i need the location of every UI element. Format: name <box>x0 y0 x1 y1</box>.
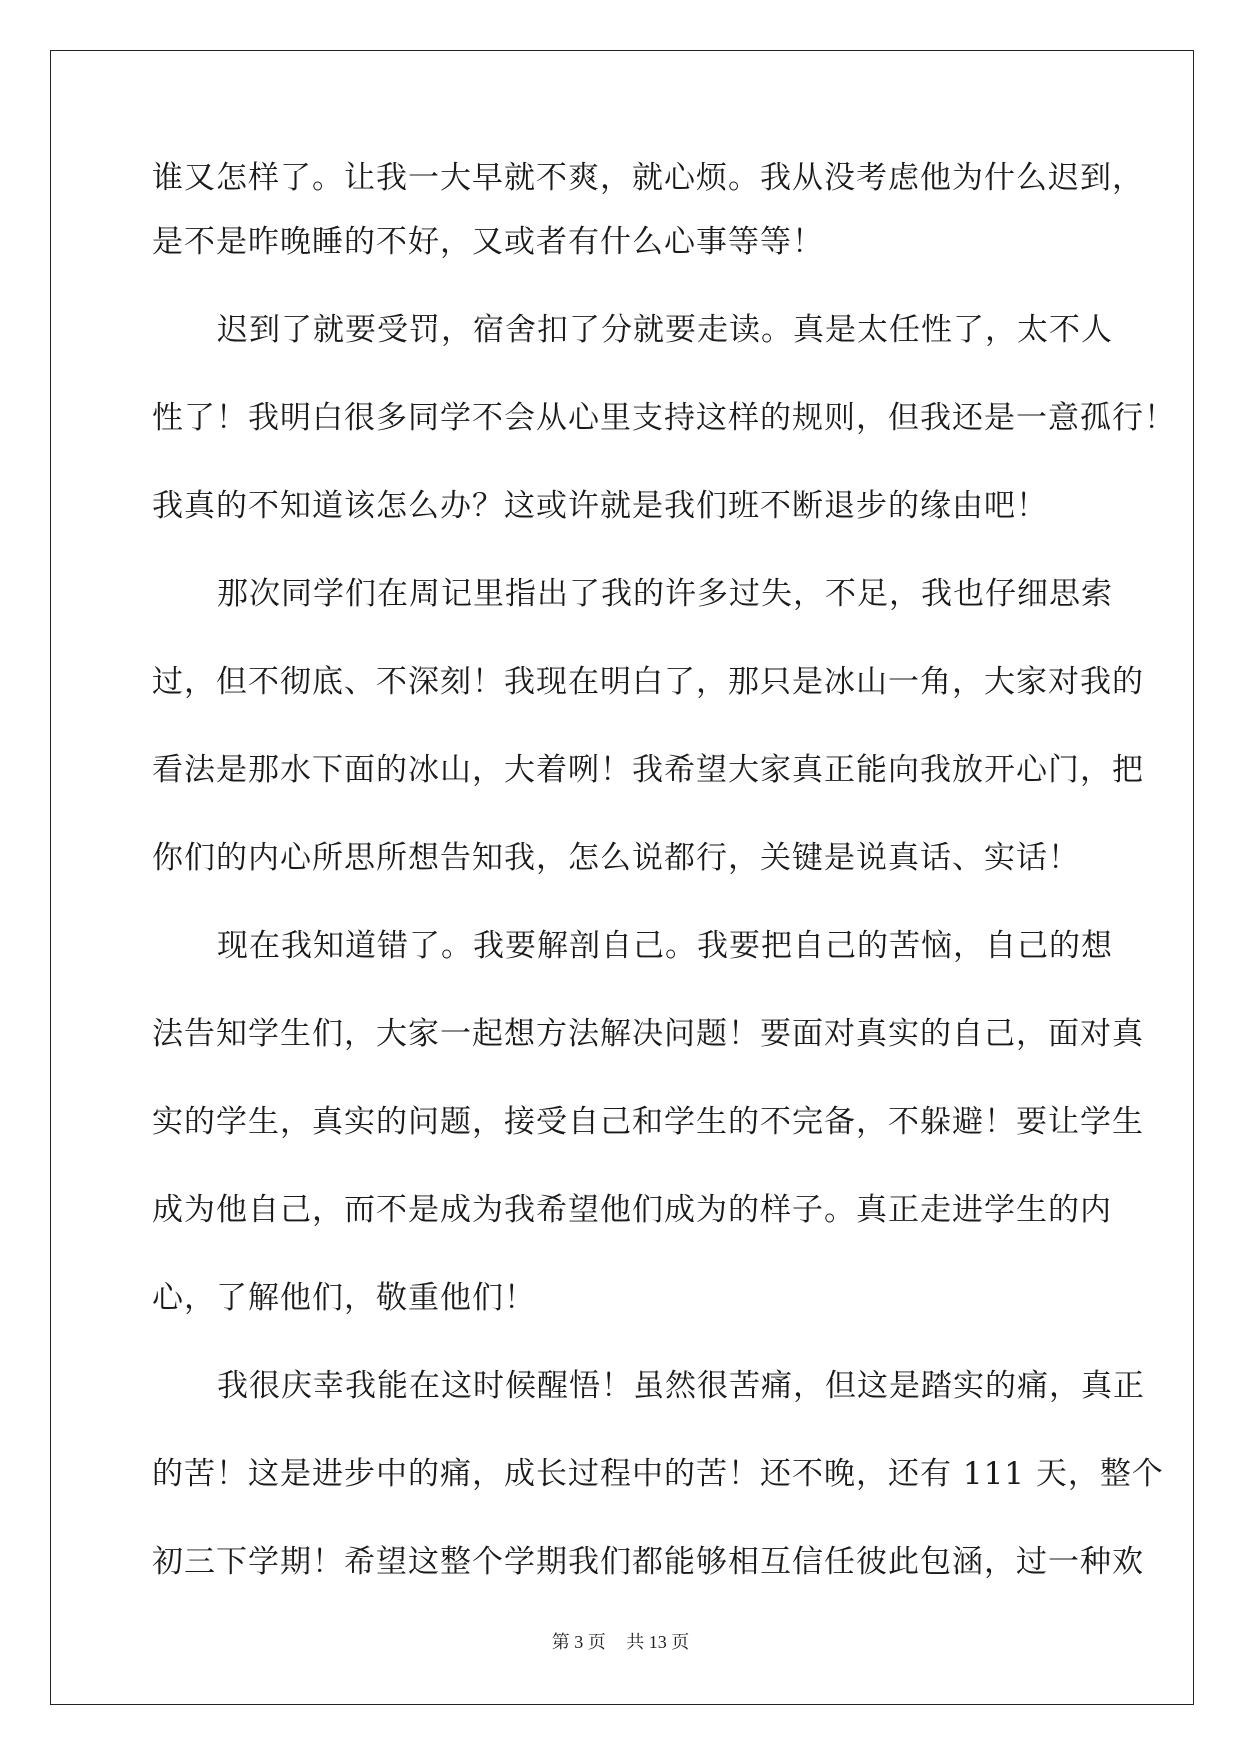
text-line: 的苦！这是进步中的痛，成长过程中的苦！还不晚，还有 111 天，整个 <box>152 1456 1164 1492</box>
text-line: 初三下学期！希望这整个学期我们都能够相互信任彼此包涵，过一种欢 <box>152 1544 1144 1580</box>
document-body <box>152 158 1176 1606</box>
text-line: 看法是那水下面的冰山，大着咧！我希望大家真正能向我放开心门，把 <box>152 752 1144 788</box>
text-line: 实的学生，真实的问题，接受自己和学生的不完备，不躲避！要让学生 <box>152 1104 1144 1140</box>
text-line: 成为他自己，而不是成为我希望他们成为的样子。真正走进学生的内 <box>152 1192 1112 1228</box>
page-footer <box>0 1628 1241 1654</box>
paragraph-start-line: 迟到了就要受罚，宿舍扣了分就要走读。真是太任性了，太不人 <box>217 312 1113 348</box>
paragraph-start-line: 现在我知道错了。我要解剖自己。我要把自己的苦恼，自己的想 <box>217 928 1113 964</box>
text-line: 性了！我明白很多同学不会从心里支持这样的规则，但我还是一意孤行！ <box>152 400 1176 436</box>
text-line: 谁又怎样了。让我一大早就不爽，就心烦。我从没考虑他为什么迟到， <box>152 160 1144 196</box>
text-line: 心，了解他们，敬重他们！ <box>152 1280 536 1316</box>
text-line: 法告知学生们，大家一起想方法解决问题！要面对真实的自己，面对真 <box>152 1016 1144 1052</box>
paragraph-start-line: 那次同学们在周记里指出了我的许多过失，不足，我也仔细思索 <box>217 576 1113 612</box>
text-line: 你们的内心所思所想告知我，怎么说都行，关键是说真话、实话！ <box>152 840 1080 876</box>
text-line: 是不是昨晚睡的不好，又或者有什么心事等等！ <box>152 224 824 260</box>
text-line: 我真的不知道该怎么办？这或许就是我们班不断退步的缘由吧！ <box>152 488 1048 524</box>
text-line: 过，但不彻底、不深刻！我现在明白了，那只是冰山一角，大家对我的 <box>152 664 1144 700</box>
paragraph-start-line: 我很庆幸我能在这时候醒悟！虽然很苦痛，但这是踏实的痛，真正 <box>217 1368 1145 1404</box>
page-total: 共 13 页 <box>626 1632 690 1652</box>
page-number: 第 3 页 <box>551 1632 606 1652</box>
